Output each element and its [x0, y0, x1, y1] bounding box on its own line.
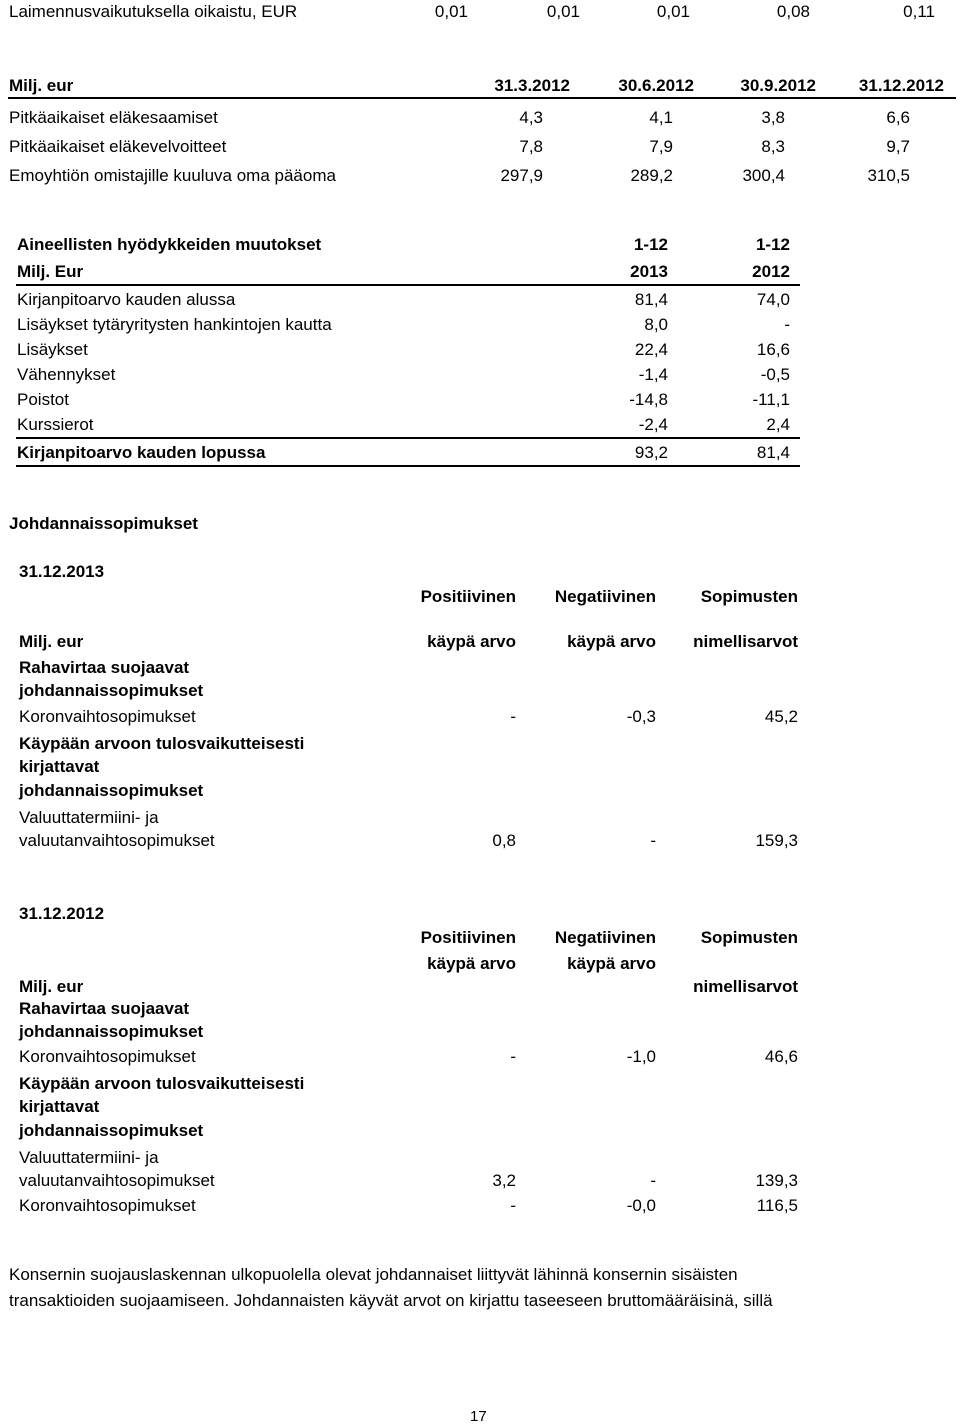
derivatives-section-label: johdannaissopimukset — [19, 681, 204, 700]
derivatives-section-label: johdannaissopimukset — [19, 1022, 204, 1041]
derivatives-col-head: nimellisarvot — [693, 977, 798, 996]
table1-header: 31.12.2012 — [858, 76, 944, 95]
top-row-value: 0,11 — [903, 2, 935, 21]
footnote-line: transaktioiden suojaamiseen. Johdannaisten käyvät arvot on kirjattu taseeseen bruttomääräisinä, sillä — [9, 1291, 773, 1310]
table1-row-label: Pitkäaikaiset eläkesaamiset — [9, 108, 218, 127]
table1-header: 30.6.2012 — [618, 76, 694, 95]
table2-total-cell: 81,4 — [756, 443, 790, 462]
table2-cell: 22,4 — [634, 340, 668, 359]
table2-row-label: Lisäykset — [17, 340, 88, 359]
derivatives-cell: 139,3 — [755, 1171, 798, 1190]
table2-cell: 74,0 — [756, 290, 790, 309]
table2-row-label: Poistot — [17, 390, 69, 409]
top-row-value: 0,01 — [546, 2, 580, 21]
derivatives-section-label: Käypään arvoon tulosvaikutteisesti — [19, 1074, 305, 1093]
table2-year-header: 2012 — [752, 262, 790, 281]
derivatives-row-label: Valuuttatermiini- ja — [19, 808, 159, 827]
derivatives-col-head: käypä arvo — [427, 632, 516, 651]
table2-title: Aineellisten hyödykkeiden muutokset — [17, 235, 322, 254]
table1-header: 31.3.2012 — [494, 76, 570, 95]
derivatives-col-head: Positiivinen — [420, 587, 516, 606]
derivatives-cell: - — [650, 831, 656, 850]
derivatives-col-head: käypä arvo — [567, 954, 656, 973]
table1-cell: 300,4 — [742, 166, 785, 185]
derivatives-cell: 3,2 — [492, 1171, 516, 1190]
top-row-value: 0,08 — [776, 2, 810, 21]
table2-row-label: Lisäykset tytäryritysten hankintojen kautta — [17, 315, 332, 334]
table1-row-label: Pitkäaikaiset eläkevelvoitteet — [9, 137, 227, 156]
table1-cell: 7,9 — [649, 137, 673, 156]
table1-row-label: Emoyhtiön omistajille kuuluva oma pääoma — [9, 166, 336, 185]
page-number: 17 — [470, 1408, 487, 1425]
top-row-value: 0,01 — [434, 2, 468, 21]
derivatives-row-label: Koronvaihtosopimukset — [19, 707, 196, 726]
derivatives-col-head: Sopimusten — [700, 587, 798, 606]
table1-cell: 4,1 — [649, 108, 673, 127]
derivatives-cell: - — [510, 1047, 516, 1066]
table1-cell: 6,6 — [886, 108, 910, 127]
table2-unit-label: Milj. Eur — [17, 262, 84, 281]
table2-cell: -1,4 — [638, 365, 668, 384]
table1-header-rule — [8, 97, 956, 99]
derivatives-unit-label: Milj. eur — [19, 977, 84, 996]
table2-total-label: Kirjanpitoarvo kauden lopussa — [17, 443, 266, 462]
top-row-value: 0,01 — [656, 2, 690, 21]
derivatives-section-label: Rahavirtaa suojaavat — [19, 999, 190, 1018]
derivatives-col-head: Positiivinen — [420, 928, 516, 947]
derivatives-col-head: Sopimusten — [700, 928, 798, 947]
derivatives-section-label: kirjattavat — [19, 1097, 100, 1116]
table1-cell: 4,3 — [519, 108, 543, 127]
table2-year-header: 2013 — [630, 262, 668, 281]
derivatives-2012-date: 31.12.2012 — [19, 904, 105, 923]
derivatives-row-label: Valuuttatermiini- ja — [19, 1148, 159, 1167]
derivatives-title: Johdannaissopimukset — [9, 514, 198, 533]
derivatives-section-label: Rahavirtaa suojaavat — [19, 658, 190, 677]
derivatives-row-label: valuutanvaihtosopimukset — [19, 831, 215, 850]
derivatives-section-label: Käypään arvoon tulosvaikutteisesti — [19, 734, 305, 753]
table1-cell: 9,7 — [886, 137, 910, 156]
table2-cell: -14,8 — [629, 390, 668, 409]
derivatives-section-label: kirjattavat — [19, 757, 100, 776]
derivatives-cell: 0,8 — [492, 831, 516, 850]
footnote-line: Konsernin suojauslaskennan ulkopuolella olevat johdannaiset liittyvät lähinnä konsernin sisäisten — [9, 1265, 738, 1284]
table2-cell: 81,4 — [634, 290, 668, 309]
table2-cell: -11,1 — [752, 390, 790, 409]
table2-cell: 2,4 — [766, 415, 790, 434]
table2-cell: - — [784, 315, 790, 334]
table2-total-rule — [16, 437, 800, 439]
derivatives-cell: -0,3 — [626, 707, 656, 726]
derivatives-unit-label: Milj. eur — [19, 632, 84, 651]
table1-cell: 7,8 — [519, 137, 543, 156]
derivatives-col-head: nimellisarvot — [693, 632, 798, 651]
derivatives-cell: 159,3 — [755, 831, 798, 850]
table2-header-rule — [16, 284, 800, 286]
top-row-label: Laimennusvaikutuksella oikaistu, EUR — [9, 2, 298, 21]
table1-cell: 289,2 — [630, 166, 673, 185]
derivatives-col-head: Negatiivinen — [554, 587, 656, 606]
derivatives-cell: -1,0 — [626, 1047, 656, 1066]
derivatives-section-label: johdannaissopimukset — [19, 1121, 204, 1140]
derivatives-row-label: valuutanvaihtosopimukset — [19, 1171, 215, 1190]
derivatives-cell: -0,0 — [626, 1196, 656, 1215]
table2-bottom-rule — [16, 465, 800, 467]
table2-cell: 8,0 — [644, 315, 668, 334]
table2-row-label: Kurssierot — [17, 415, 94, 434]
derivatives-section-label: johdannaissopimukset — [19, 781, 204, 800]
derivatives-cell: - — [510, 1196, 516, 1215]
table2-row-label: Kirjanpitoarvo kauden alussa — [17, 290, 236, 309]
table2-period-header: 1-12 — [633, 235, 668, 254]
table2-period-header: 1-12 — [755, 235, 790, 254]
table1-cell: 297,9 — [500, 166, 543, 185]
derivatives-col-head: käypä arvo — [427, 954, 516, 973]
derivatives-row-label: Koronvaihtosopimukset — [19, 1047, 196, 1066]
table2-cell: -2,4 — [638, 415, 668, 434]
table2-cell: 16,6 — [756, 340, 790, 359]
table1-cell: 3,8 — [761, 108, 785, 127]
table1-cell: 8,3 — [761, 137, 785, 156]
derivatives-cell: 116,5 — [756, 1196, 798, 1215]
derivatives-cell: 45,2 — [764, 707, 798, 726]
derivatives-col-head: käypä arvo — [567, 632, 656, 651]
derivatives-cell: - — [650, 1171, 656, 1190]
table1-unit-label: Milj. eur — [9, 76, 74, 95]
derivatives-cell: 46,6 — [764, 1047, 798, 1066]
derivatives-2013-date: 31.12.2013 — [19, 562, 105, 581]
table2-row-label: Vähennykset — [17, 365, 116, 384]
table1-cell: 310,5 — [867, 166, 910, 185]
table2-total-cell: 93,2 — [634, 443, 668, 462]
table1-header: 30.9.2012 — [740, 76, 816, 95]
derivatives-col-head: Negatiivinen — [554, 928, 656, 947]
derivatives-row-label: Koronvaihtosopimukset — [19, 1196, 196, 1215]
table2-cell: -0,5 — [760, 365, 790, 384]
derivatives-cell: - — [510, 707, 516, 726]
